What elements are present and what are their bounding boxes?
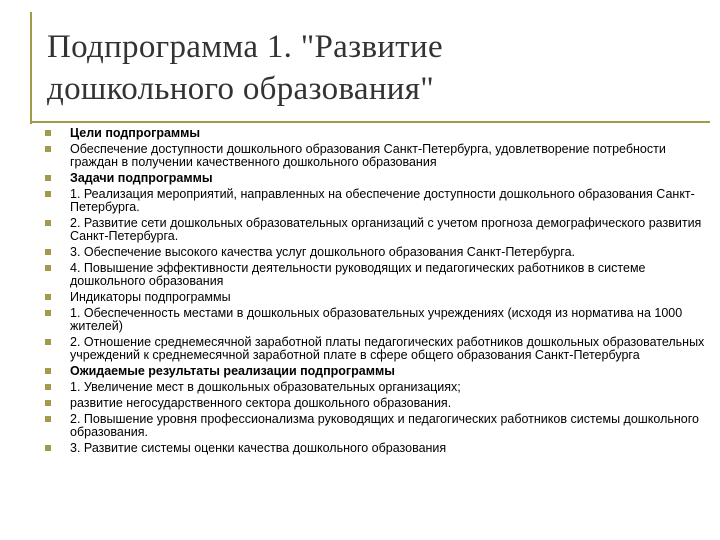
square-bullet-icon [45,400,51,406]
slide-title-line-2: дошкольного образования" [47,71,435,107]
square-bullet-icon [45,220,51,226]
bullet-item [45,188,710,214]
bullet-text: 1. Обеспеченность местами в дошкольных образовательных учреждениях (исходя из норматива на 1000 жителей) [70,306,683,333]
square-bullet-icon [45,175,51,181]
bullet-text: 2. Развитие сети дошкольных образовательных организаций с учетом прогноза демографического развития Санкт-Петербурга. [70,216,702,243]
square-bullet-icon [45,146,51,152]
title-rule-horizontal [30,121,710,123]
bullet-text: Задачи подпрограммы [70,171,213,185]
bullet-item [45,442,710,455]
bullet-item [45,291,710,304]
bullet-item [45,381,710,394]
bullet-item [45,172,710,185]
bullet-text: 2. Отношение среднемесячной заработной платы педагогических работников дошкольных образовательных учреждений к среднемесячной заработной плате в сфере общего образования Санкт-Петербурга [70,335,705,362]
bullet-item [45,246,710,259]
slide-title [47,26,687,110]
square-bullet-icon [45,384,51,390]
bullet-item [45,262,710,288]
slide-title-line-1: Подпрограмма 1. "Развитие [47,29,443,65]
square-bullet-icon [45,310,51,316]
bullet-item [45,413,710,439]
bullet-text: 2. Повышение уровня профессионализма руководящих и педагогических работников системы дошкольного образования. [70,412,699,439]
bullet-text: 1. Увеличение мест в дошкольных образовательных организациях; [70,380,461,394]
title-rule-vertical [30,12,32,124]
bullet-text: Цели подпрограммы [70,126,201,140]
bullet-text: Обеспечение доступности дошкольного образования Санкт-Петербурга, удовлетворение потребности граждан в получении качественного дошкольного образования [70,142,666,169]
bullet-text: 3. Развитие системы оценки качества дошкольного образования [70,441,447,455]
square-bullet-icon [45,445,51,451]
bullet-item [45,365,710,378]
bullet-item [45,397,710,410]
square-bullet-icon [45,416,51,422]
bullet-text: Ожидаемые результаты реализации подпрограммы [70,364,395,378]
bullet-text: 4. Повышение эффективности деятельности руководящих и педагогических работников в системе дошкольного образования [70,261,646,288]
square-bullet-icon [45,339,51,345]
square-bullet-icon [45,249,51,255]
bullet-item [45,143,710,169]
bullet-text: развитие негосударственного сектора дошкольного образования. [70,396,452,410]
square-bullet-icon [45,130,51,136]
square-bullet-icon [45,265,51,271]
bullet-item [45,307,710,333]
bullet-text: Индикаторы подпрограммы [70,290,231,304]
bullet-item [45,127,710,140]
bullet-text: 3. Обеспечение высокого качества услуг дошкольного образования Санкт-Петербурга. [70,245,575,259]
bullet-list [45,127,710,458]
bullet-item [45,217,710,243]
square-bullet-icon [45,368,51,374]
square-bullet-icon [45,294,51,300]
bullet-text: 1. Реализация мероприятий, направленных на обеспечение доступности дошкольного образования Санкт-Петербурга. [70,187,695,214]
square-bullet-icon [45,191,51,197]
bullet-item [45,336,710,362]
